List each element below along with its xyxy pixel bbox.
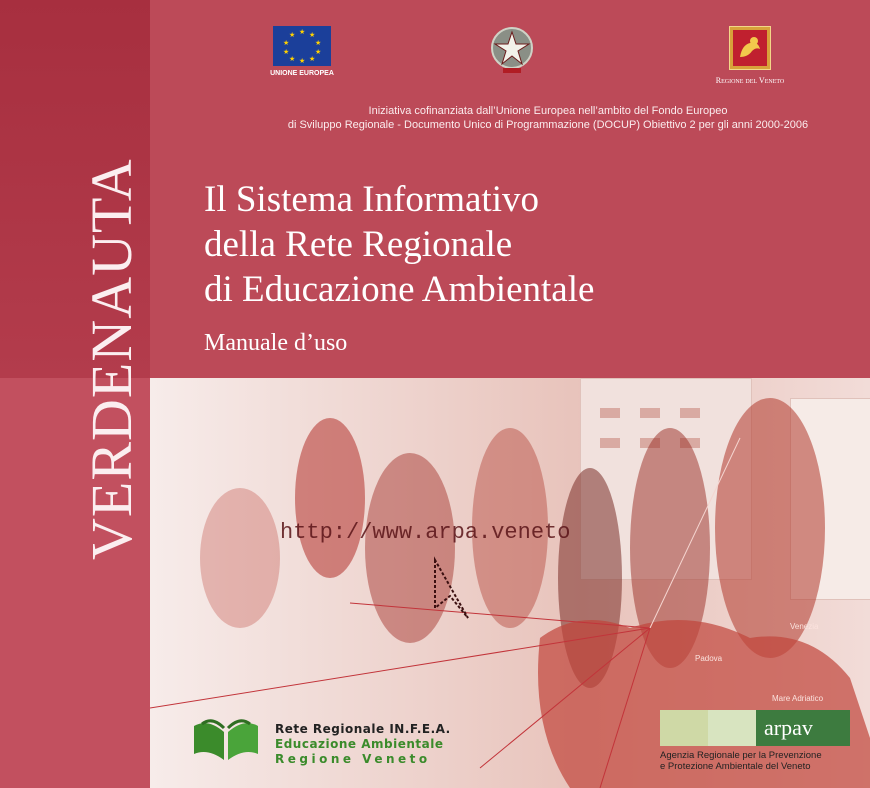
map-label-mare-adriatico: Mare Adriatico: [772, 694, 824, 703]
eu-flag-icon: ★ ★ ★ ★ ★ ★ ★ ★ ★ ★: [273, 26, 331, 66]
arpav-caption-line-2: e Protezione Ambientale del Veneto: [660, 761, 811, 772]
map-label-venezia: Venezia: [790, 622, 819, 631]
infea-logo: [190, 708, 490, 778]
arpav-caption: [660, 750, 850, 772]
subtitle: Manuale d’uso: [204, 330, 348, 356]
lion-shield-icon: [729, 26, 771, 70]
initiative-line-2: di Sviluppo Regionale - Documento Unico di Programmazione (DOCUP) Obiettivo 2 per gli anni 2000-2006: [287, 119, 809, 131]
arpav-logo: [660, 710, 850, 780]
infea-line-1: Rete Regionale IN.F.E.A.: [275, 722, 451, 736]
lion-icon: [660, 710, 708, 746]
infea-line-2: Educazione Ambientale: [275, 737, 444, 751]
italian-emblem: [484, 24, 540, 81]
veneto-logo: [705, 26, 795, 85]
title-line-3: di Educazione Ambientale: [204, 269, 595, 310]
title-line-2: della Rete Regionale: [204, 224, 513, 265]
url-text: http://www.arpa.veneto: [280, 520, 571, 545]
star-emblem-icon: [489, 24, 535, 76]
title-line-1: Il Sistema Informativo: [204, 179, 539, 220]
map-label-padova: Padova: [695, 654, 723, 663]
initiative-line-1: Iniziativa cofinanziata dall’Unione Europea nell’ambito del Fondo Europeo: [368, 105, 728, 117]
eu-caption: UNIONE EUROPEA: [270, 70, 334, 77]
initiative-text: [150, 104, 870, 132]
seahorse-icon: [708, 710, 756, 746]
main-title: [204, 177, 594, 312]
photo-collage: [150, 378, 870, 788]
arpav-name: arpav: [756, 710, 850, 746]
region-caption: Regione del Veneto: [715, 76, 785, 85]
arpav-caption-line-1: Agenzia Regionale per la Prevenzione: [660, 750, 822, 761]
eu-logo: [262, 26, 342, 77]
header-panel: [150, 0, 870, 378]
infea-line-3: Regione Veneto: [275, 752, 431, 766]
side-title: VERDENAUTA: [79, 158, 144, 560]
open-book-icon: [190, 716, 262, 764]
